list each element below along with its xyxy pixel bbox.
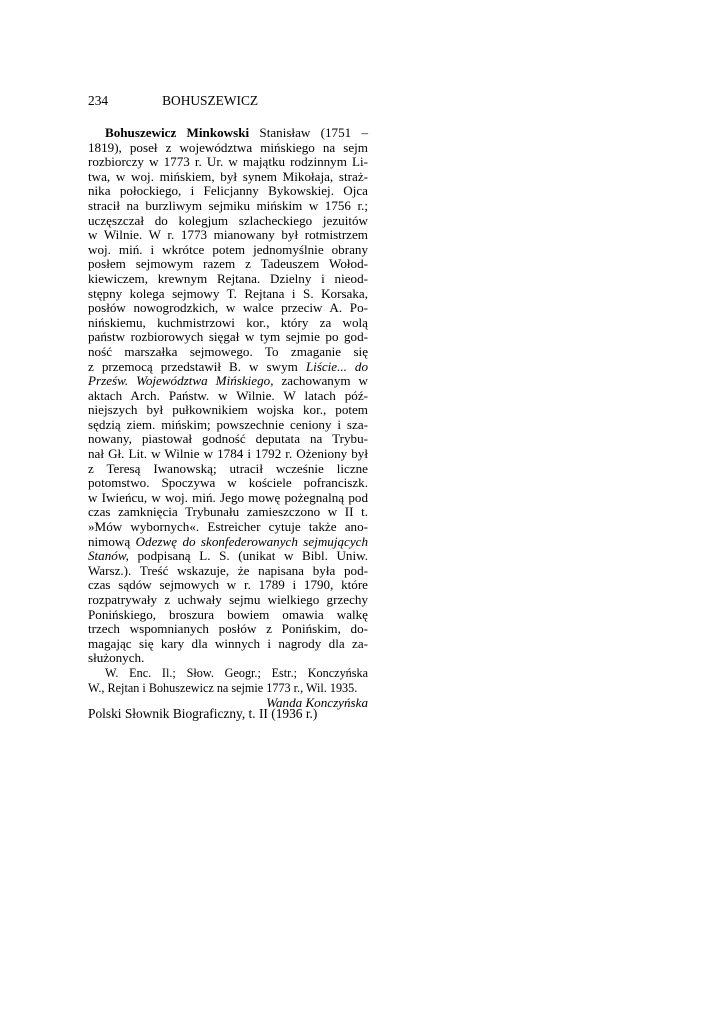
entry-line: z Teresą Iwanowską; utracił wcześnie liczne: [88, 460, 368, 476]
entry-line: posłów nowogrodzkich, w walce przeciw A. Po-: [88, 300, 368, 316]
italic-title: Prześw. Województwa Mińskiego,: [88, 373, 274, 389]
entry-line: kiewiczem, krewnym Rejtana. Dzielny i nieod-: [88, 270, 368, 286]
entry-line: potomstwo. Spoczywa w kościele pofranciszk.: [88, 475, 368, 491]
italic-title: Stanów,: [88, 548, 129, 564]
entry-line: nimową Odezwę do skonfederowanych sejmujących: [88, 533, 369, 549]
entry-line: nał Gł. Lit. w Wilnie w 1784 i 1792 r. Ożeniony był: [88, 446, 368, 462]
entry-line: nowany, piastował godność deputata na Trybu-: [88, 431, 368, 447]
entry-line: czas sądów sejmowych w r. 1789 i 1790, które: [88, 577, 368, 593]
entry-line: państw rozbiorowych sięgał w tym sejmie po god-: [88, 329, 368, 345]
entry-line: Ponińskiego, broszura bowiem omawia walkę: [88, 606, 368, 622]
entry-line: nińskiemu, kuchmistrzowi kor., który za wolą: [88, 314, 368, 330]
entry-line: ność marszałka sejmowego. To zmaganie się: [88, 343, 368, 359]
entry-line: czas zamknięcia Trybunału zamieszczono w II t.: [88, 504, 368, 520]
entry-line: z przemocą przedstawił B. w swym Liście... do: [88, 358, 369, 374]
entry-body: [88, 126, 368, 666]
entry-line: służonych.: [88, 650, 145, 666]
entry-line: rozpatrywały z uchwały sejmu wielkiego grzechy: [88, 592, 368, 607]
bibliography-line: W. Enc. Il.; Słow. Geogr.; Estr.; Konczyńska: [105, 665, 368, 680]
entry-line: posłem sejmowym razem z Tadeuszem Wołod-: [88, 256, 368, 272]
bibliography-line: W., Rejtan i Bohuszewicz na sejmie 1773 r., Wil. 1935.: [88, 680, 358, 695]
entry-author: Wanda Konczyńska: [266, 695, 368, 711]
entry-column: [88, 126, 368, 711]
page-header: [88, 93, 258, 109]
entry-line: rozbiorczy w 1773 r. Ur. w majątku rodzinnym Li-: [88, 154, 368, 170]
source-citation: Polski Słownik Biograficzny, t. II (1936 r.): [88, 706, 318, 721]
entry-line: Prześw. Województwa Mińskiego, zachowanym w: [88, 373, 368, 389]
entry-line: nika połockiego, i Felicjanny Bykowskiej. Ojca: [88, 183, 368, 199]
entry-line: Warsz.). Treść wskazuje, że napisana była pod-: [88, 562, 368, 578]
bibliography: [88, 666, 368, 695]
entry-line: Stanów, podpisaną L. S. (unikat w Bibl. Uniw.: [88, 548, 368, 564]
entry-line: woj. miń. i wkrótce potem jednomyślnie obrany: [88, 241, 368, 257]
entry-line: twa, w woj. mińskiem, był synem Mikołaja, straż-: [88, 168, 368, 184]
entry-line: w Iwieńcu, w woj. miń. Jego mowę pożegnalną pod: [88, 489, 368, 505]
entry-line: w Wilnie. W r. 1773 mianowany był rotmistrzem: [88, 227, 368, 243]
entry-line: »Mów wybornych«. Estreicher cytuje także ano-: [88, 519, 368, 535]
entry-line: Bohuszewicz Minkowski Stanisław (1751 –: [105, 125, 368, 140]
entry-line: trzech wspomnianych posłów z Ponińskim, do-: [88, 621, 368, 637]
entry-line: stracił na burzliwym sejmiku mińskim w 1756 r.;: [88, 197, 368, 213]
entry-line: uczęszczał do kolegjum szlacheckiego jezuitów: [88, 212, 368, 228]
entry-line: stępny kolega sejmowy T. Rejtana i S. Korsaka,: [88, 285, 368, 301]
entry-line: aktach Arch. Państw. w Wilnie. W latach póź-: [88, 387, 368, 403]
italic-title: Odezwę do skonfederowanych sejmujących: [135, 533, 369, 549]
entry-line: 1819), poseł z województwa mińskiego na sejm: [88, 139, 368, 155]
page-number: 234: [88, 93, 109, 108]
entry-headword: Bohuszewicz Minkowski: [105, 125, 250, 140]
entry-line: magając się kary dla winnych i nagrody dla za-: [88, 635, 368, 651]
italic-title: Liście... do: [305, 358, 369, 374]
running-title: BOHUSZEWICZ: [162, 93, 259, 108]
entry-line: niejszych był pułkownikiem wojska kor., potem: [88, 402, 368, 418]
entry-line: sędzią ziem. mińskim; powszechnie ceniony i sza-: [88, 416, 368, 432]
